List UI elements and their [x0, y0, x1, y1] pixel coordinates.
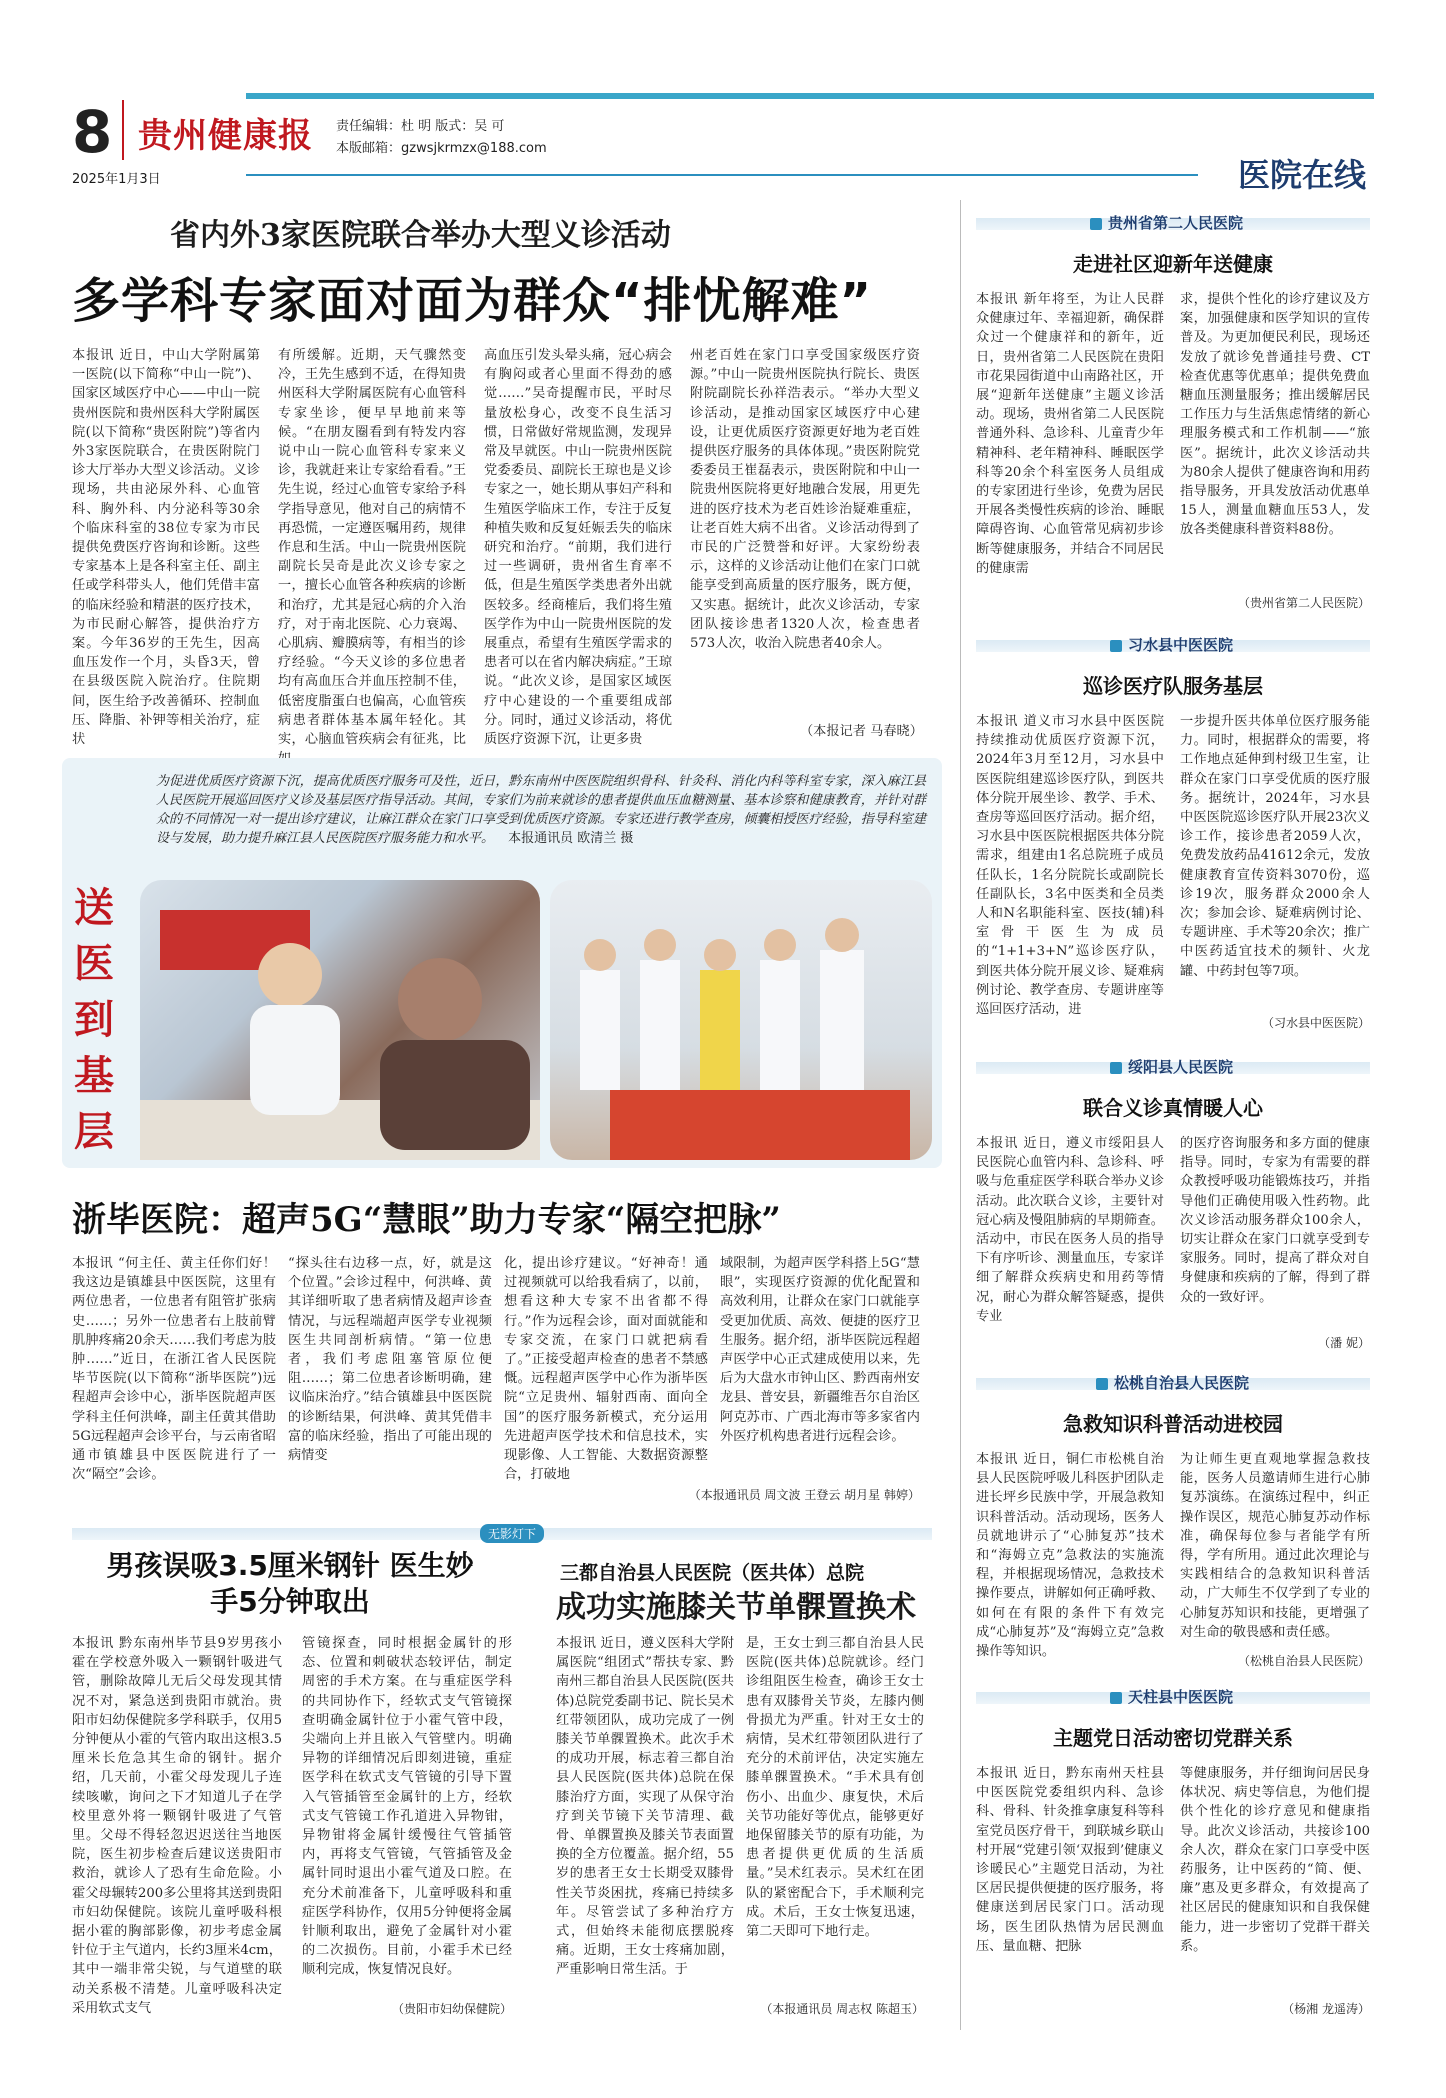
story2-column-3: 化，提出诊疗建议。“好神奇！通过视频就可以给我看病了，以前，想看这种大专家不出省都不得行。”作为远程会诊，面对面就能和专家交流，在家门口就把病看了。”正接受超声检查的患者不禁感慨。远程超声医学中心作为浙毕医院“立足贵州、辐射西南、面向全国”的医疗服务新模式，充分运用先进超声医学技术和信息技术，实现影像、人工智能、大数据资源整合，打破地 [504, 1256, 708, 1483]
story2-column-1: 本报讯 “何主任、黄主任你们好！我这边是镇雄县中医医院，这里有两位患者，一位患者有阻管扩张病史……；另外一位患者右上肢前臂肌肿疼痛20余天……我们考虑为肢肿……”近日，在浙江省人民医院毕节医院(以下简称“浙毕医院”)远程超声会诊中心，浙毕医院超声医学科主任何洪峰，副主任黄其借助5G远程超声会诊平台，与云南省昭通市镇雄县中医医院进行了一次“隔空”会诊。 [72, 1256, 276, 1483]
lead-column-3: 高血压引发头晕头痛，冠心病会有胸闷或者心里面不得劲的感觉……”吴奇提醒市民，平时尽量放松身心，改变不良生活习惯，日常做好常规监测，发现异常及早就医。中山一院贵州医院党委委员、副院长王琼也是义诊专家之一，她长期从事妇产科和生殖医学临床工作，专注于反复种植失败和反复妊娠丢失的临床研究和治疗。“前期，我们进行过一些调研，贵州省生育率不低，但是生殖医学类患者外出就医较多。经商榷后，我们将生殖医学作为中山一院贵州医院的发展重点，希望有生殖医学需求的患者可以在省内解决病症。”王琼说。“此次义诊，是国家区域医疗中心建设的一个重要组成部分。同时，通过义诊活动，将优质医疗资源下沉，让更多贵 [484, 348, 672, 748]
side4-column-1: 本报讯 近日，铜仁市松桃自治县人民医院呼吸儿科医护团队走进长坪乡民族中学，开展急救知识科普活动。活动现场，医务人员就地讲示了“心肺复苏”技术和“海姆立克”急救法的实施流程，并根据现场情况，急救技术操作要点，讲解如何正确呼救、如何在有限的条件下有效完成“心肺复苏”及“海姆立克”急救操作等知识。 [976, 1452, 1164, 1660]
side1-column-2: 求，提供个性化的诊疗建议及方案，加强健康和医学知识的宣传普及。为更加便民利民，现场还发放了就诊免普通挂号费、CT检查优惠等优惠单；提供免费血糖血压测量服务；推出缓解居民工作压力与生活焦虑情绪的新心理服务模式和工作机制——“旅医”。据统计，此次义诊活动共为80余人提供了健康咨询和用药指导服务，开具发放活动优惠单15人，测量血糖血压53人，发放各类健康科普资料88份。 [1180, 292, 1370, 538]
photo-right [550, 880, 932, 1160]
photo-caption: 为促进优质医疗资源下沉，提高优质医疗服务可及性，近日，黔东南州中医医院组织骨科、针灸科、消化内科等科室专家，深入麻江县人民医院开展巡回医疗义诊及基层医疗指导活动。其间，专家们为前来就诊的患者提供血压血糖测量、基本诊察和健康教育，并针对群众的不同情况一对一提出诊疗建议，让麻江群众在家门口享受到优质医疗资源。专家还进行教学查房，倾囊相授医疗经验，指导科室建设与发展，助力提升麻江县人民医院医疗服务能力和水平。 本报通讯员 欧清兰 摄 [156, 774, 926, 846]
side4-column-2: 为让师生更直观地掌握急救技能，医务人员邀请师生进行心肺复苏演练。在演练过程中，纠正操作误区，规范心肺复苏动作标准，确保每位参与者能学有所得，学有所用。通过此次理论与实践相结合的急救知识科普活动，广大师生不仅学到了专业的心肺复苏知识和技能，更增强了对生命的敬畏感和责任感。 [1180, 1452, 1370, 1640]
lead-kicker: 省内外3家医院联合举办大型义诊活动 [170, 218, 671, 253]
lead-column-2: 有所缓解。近期，天气骤然变冷，王先生感到不适，在得知贵州医科大学附属医院有心血管科专家坐诊，便早早地前来等候。“在朋友圈看到有特发内容说中山一院心血管科专家来义诊，我就赶来让专家给看看。”王先生说，经过心血管专家给予科学指导意见，他对自己的病情不再恐慌，一定遵医嘱用药，规律作息和生活。中山一院贵州医院副院长吴奇是此次义诊专家之一，擅长心血管各种疾病的诊断和治疗，尤其是冠心病的介入治疗，对于南北医院、心力衰竭、心肌病、瓣膜病等，有相当的诊疗经验。“今天义诊的多位患者均有高血压合并血压控制不佳，低密度脂蛋白也偏高，心血管疾病患者群体基本属年轻化。其实，心脑血管疾病会有征兆，比 [278, 348, 466, 748]
side3-column-1: 本报讯 近日，遵义市绥阳县人民医院心血管内科、急诊科、呼吸与危重症医学科联合举办义诊活动。此次联合义诊，主要针对冠心病及慢阻肺病的早期筛查。活动中，市民在医务人员的指导下有序听诊、测量血压，专家详细了解群众疾病史和用药等情况，耐心为群众解答疑惑，提供专业 [976, 1136, 1164, 1324]
side2-column-2: 一步提升医共体单位医疗服务能力。同时，根据群众的需要，将工作地点延伸到村级卫生室，让群众在家门口享受优质的医疗服务。据统计，2024年，习水县中医医院巡诊医疗队开展23次义诊工作，接诊患者2059人次，免费发放药品41612余元，发放健康教育宣传资料3070份，巡诊19次，服务群众2000余人次；参加会诊、疑难病例讨论、专题讲座、手术等20余次；推广中医药适宜技术的频针、火龙罐、中药封包等7项。 [1180, 714, 1370, 979]
editors-info: 责任编辑：杜 明 版式：吴 可 [336, 119, 505, 134]
side1-column-1: 本报讯 新年将至，为让人民群众健康过年、幸福迎新，确保群众过一个健康祥和的新年，近日，贵州省第二人民医院在贵阳市花果园街道中山南路社区，开展“迎新年送健康”主题义诊活动。现场，贵州省第二人民医院普通外科、急诊科、儿童青少年精神科、老年精神科、睡眠医学科等20余个科室医务人员组成的专家团进行坐诊，免费为居民开展各类慢性疾病的诊治、睡眠障碍咨询、心血管常见病初步诊断等健康服务，并结合不同居民的健康需 [976, 292, 1164, 576]
issue-date: 2025年1月3日 [72, 172, 161, 187]
lead-column-1: 本报讯 近日，中山大学附属第一医院(以下简称“中山一院”)、国家区域医疗中心——中山一院贵州医院和贵州医科大学附属医院(以下简称“贵医附院”)等省内外3家医院联合，在贵医附院门诊大厅举办大型义诊活动。义诊现场，共由泌尿外科、心血管科、胸外科、内分泌科等30余个临床科室的38位专家为市民提供免费医疗咨询和诊断。这些专家基本上是各科室主任、副主任或学科带头人，他们凭借丰富的临床经验和精湛的医疗技术，为市民耐心解答，提供治疗方案。今年36岁的王先生，因高血压发作一个月，头昏3天，曾在县级医院入院治疗。住院期间，医生给予改善循环、控制血压、降脂、补钾等相关治疗，症状 [72, 348, 260, 748]
story2-column-2: “探头往右边移一点，好，就是这个位置。”会诊过程中，何洪峰、黄其详细听取了患者病情及超声诊查情况，与远程端超声医学专业视频医生共同剖析病情。“第一位患者，我们考虑阻塞管原位便阻……；第二位患者诊断明确，建议临床治疗。”结合镇雄县中医医院的诊断结果，何洪峰、黄其凭借丰富的临床经验，指出了可能出现的病情变 [288, 1256, 492, 1464]
page-number: 8 [72, 98, 113, 166]
masthead-divider [122, 100, 124, 160]
sidebar-divider [960, 200, 961, 2030]
story3-headline: 男孩误吸3.5厘米钢针 医生妙手5分钟取出 [106, 1549, 474, 1618]
story2-byline: （本报通讯员 周文波 王登云 胡月星 韩婷） [688, 1488, 920, 1502]
photo-left [140, 880, 540, 1160]
photo-feature-vertical-title: 送医到基层 [74, 884, 114, 1155]
side1-hospital: 贵州省第二人民医院 [1090, 212, 1243, 233]
side5-column-2: 等健康服务，并仔细询问居民身体状况、病史等信息，为他们提供个性化的诊疗意见和健康指导。此次义诊活动，共接诊100余人次，群众在家门口享受中医药服务，让中医药的“简、便、廉”惠及更多群众，有效提高了社区居民的健康知识和自我保健能力，进一步密切了党群干群关系。 [1180, 1766, 1370, 1954]
lead-headline: 多学科专家面对面为群众“排忧解难” [72, 273, 873, 329]
side2-hospital: 习水县中医医院 [1110, 634, 1233, 655]
side5-title: 主题党日活动密切党群关系 [1053, 1726, 1293, 1750]
side1-title: 走进社区迎新年送健康 [1073, 252, 1273, 276]
photo-right-illustration [550, 880, 932, 1160]
hospital-marker-icon [1090, 218, 1102, 230]
story3-byline: （贵阳市妇幼保健院） [391, 2002, 512, 2016]
story4-column-2: 是，王女士到三都自治县人民医院(医共体)总院就诊。经门诊组阻医生检查，确诊王女士患有双膝骨关节炎，左膝内侧骨损尤为严重。针对王女士的病情，吴术红带领团队进行了充分的术前评估，决定实施左膝单髁置换术。“手术具有创伤小、出血少、康复快，术后关节功能好等优点，能够更好地保留膝关节的原有功能，为患者提供更优质的生活质量。”吴术红表示。吴术红在团队的紧密配合下，手术顺利完成。术后，王女士恢复迅速，第二天即可下地行走。 [746, 1636, 924, 1940]
lead-byline: （本报记者 马春晓） [800, 724, 923, 739]
email-info: 本版邮箱：gzwsjkrmzx@188.com [336, 141, 547, 156]
story4-kicker: 三都自治县人民医院（医共体）总院 [560, 1562, 865, 1584]
section-title: 医院在线 [1237, 156, 1366, 194]
ribbon-label: 无影灯下 [480, 1524, 544, 1543]
story4-byline: （本报通讯员 周志权 陈超玉） [760, 2002, 924, 2016]
masthead-rule [246, 174, 1198, 176]
side5-byline: （杨湘 龙遥涛） [1282, 2002, 1370, 2016]
side2-byline: （习水县中医医院） [1261, 1016, 1370, 1030]
paper-logo: 贵州健康报 [138, 116, 313, 156]
side2-title: 巡诊医疗队服务基层 [1083, 674, 1263, 698]
side4-title: 急救知识科普活动进校园 [1063, 1412, 1283, 1436]
hospital-marker-icon [1110, 1062, 1122, 1074]
hospital-marker-icon [1096, 1378, 1108, 1390]
side4-hospital: 松桃自治县人民医院 [1096, 1372, 1249, 1393]
story4-column-1: 本报讯 近日，遵义医科大学附属医院“组团式”帮扶专家、黔南州三都自治县人民医院(医共体)总院党委副书记、院长吴术红带领团队，成功完成了一例膝关节单髁置换术。此次手术的成功开展，标志着三都自治县人民医院(医共体)总院在保膝治疗方面，实现了从保守治疗到关节镜下关节清理、截骨、单髁置换及膝关节表面置换的全方位覆盖。据介绍，55岁的患者王女士长期受双膝骨性关节炎困扰，疼痛已持续多年。尽管尝试了多种治疗方式，但始终未能彻底摆脱疼痛。近期，王女士疼痛加剧，严重影响日常生活。于 [556, 1636, 734, 1978]
hospital-marker-icon [1110, 640, 1122, 652]
side3-column-2: 的医疗咨询服务和多方面的健康指导。同时，专家为有需要的群众教授呼吸功能锻炼技巧，并指导他们正确使用吸入性药物。此次义诊活动服务群众100余人，切实让群众在家门口就享受到专家服务。同时，提高了群众对自身健康和疾病的了解，得到了群众的一致好评。 [1180, 1136, 1370, 1305]
story3-column-2: 管镜探查，同时根据金属针的形态、位置和刺破状态较评估，制定周密的手术方案。在与重症医学科的共同协作下，经软式支气管镜探查明确金属针位于小霍气管中段，尖端向上并且嵌入气管壁内。明确异物的详细情况后即刻进镜，重症医学科在软式支气管镜的引导下置入气管插管至金属针的上方，经软式支气管镜工作孔道进入异物钳，异物钳将金属针缓慢往气管插管内，再将支气管镜，气管插管及金属针同时退出小霍气道及口腔。在充分术前准备下，儿童呼吸科和重症医学科协作，仅用5分钟便将金属针顺利取出，避免了金属针对小霍的二次损伤。目前，小霍手术已经顺利完成，恢复情况良好。 [302, 1636, 512, 1978]
masthead-top-bar [246, 93, 1374, 99]
side1-byline: （贵州省第二人民医院） [1237, 596, 1370, 610]
hospital-marker-icon [1110, 1692, 1122, 1704]
side5-hospital: 天柱县中医医院 [1110, 1686, 1233, 1707]
lead-column-4: 州老百姓在家门口享受国家级医疗资源。”中山一院贵州医院执行院长、贵医附院副院长孙祥浩表示。“举办大型义诊活动，是推动国家区域医疗中心建设，让更优质医疗资源更好地为老百姓提供医疗服务的具体体现。”贵医附院党委委员王崔磊表示，贵医附院和中山一院贵州医院将更好地融合发展，用更先进的医疗技术为老百姓诊治疑难重症，让老百姓大病不出省。义诊活动得到了市民的广泛赞誉和好评。大家纷纷表示，这样的义诊活动让他们在家门口就能享受到高质量的医疗服务，既方便，又实惠。据统计，此次义诊活动，专家团队接诊患者1320人次，检查患者573人次，收治入院患者40余人。 [690, 348, 920, 652]
story2-column-4: 域限制，为超声医学科搭上5G“慧眼”，实现医疗资源的优化配置和高效利用，让群众在家门口就能享受更加优质、高效、便捷的医疗卫生服务。据介绍，浙毕医院远程超声医学中心正式建成使用以来，先后为大盘水市钟山区、黔西南州安龙县、普安县，新疆维吾尔自治区阿克苏市、广西北海市等多家省内外医疗机构患者进行远程会诊。 [720, 1256, 920, 1444]
side4-byline: （松桃自治县人民医院） [1237, 1654, 1370, 1668]
photo-left-illustration [140, 880, 540, 1160]
story3-column-1: 本报讯 黔东南州毕节县9岁男孩小霍在学校意外吸入一颗钢针吸进气管，删除故障儿无后父母发现其情况不对，紧急送到贵阳市就治。贵阳市妇幼保健院多学科联手，仅用5分钟便从小霍的气管内取出这根3.5厘米长危急其生命的钢针。据介绍，几天前，小霍父母发现儿子连续咳嗽，询问之下才知道儿子在学校里意外将一颗钢针吸进了气管里。父母不得轻忽迟迟送往当地医院，医生初步检查后建议送贵阳市救治，就诊人了恐有生命危险。小霍父母辗转200多公里将其送到贵阳市妇幼保健院。该院儿童呼吸科根据小霍的胸部影像，初步考虑金属针位于主气道内，长约3厘米4cm，其中一端非常尖锐，与气道壁的联动关系极不清楚。儿童呼吸科决定采用软式支气 [72, 1636, 282, 2016]
side5-column-1: 本报讯 近日，黔东南州天柱县中医医院党委组织内科、急诊科、骨科、针灸推拿康复科等科室党员医疗骨干，到联城乡联山村开展“党建引领‘双报到’健康义诊暖民心”主题党日活动，为社区居民提供便捷的医疗服务，将健康送到居民家门口。活动现场，医生团队热情为居民测血压、量血糖、把脉 [976, 1766, 1164, 1954]
side3-hospital: 绥阳县人民医院 [1110, 1056, 1233, 1077]
photo-credit: 本报通讯员 欧清兰 摄 [508, 831, 634, 846]
side2-column-1: 本报讯 道义市习水县中医医院持续推动优质医疗资源下沉，2024年3月至12月，习水县中医医院组建巡诊医疗队，到医共体分院开展坐诊、教学、手术、查房等巡回医疗活动。据介绍，习水县中医医院根据医共体分院需求，组建由1名总院班子成员任队长，1名分院院长或副院长任副队长，3名中医类和全员类人和N名职能科室、医技(辅)科室骨干医生为成员的“1+1+3+N”巡诊医疗队，到医共体分院开展义诊、疑难病例讨论、教学查房、专题讲座等巡回医疗活动，进 [976, 714, 1164, 1018]
story2-headline: 浙毕医院：超声5G“慧眼”助力专家“隔空把脉” [72, 1200, 781, 1240]
side3-byline: （潘 妮） [1318, 1336, 1370, 1350]
story4-headline: 成功实施膝关节单髁置换术 [556, 1590, 916, 1625]
side3-title: 联合义诊真情暖人心 [1083, 1096, 1263, 1120]
